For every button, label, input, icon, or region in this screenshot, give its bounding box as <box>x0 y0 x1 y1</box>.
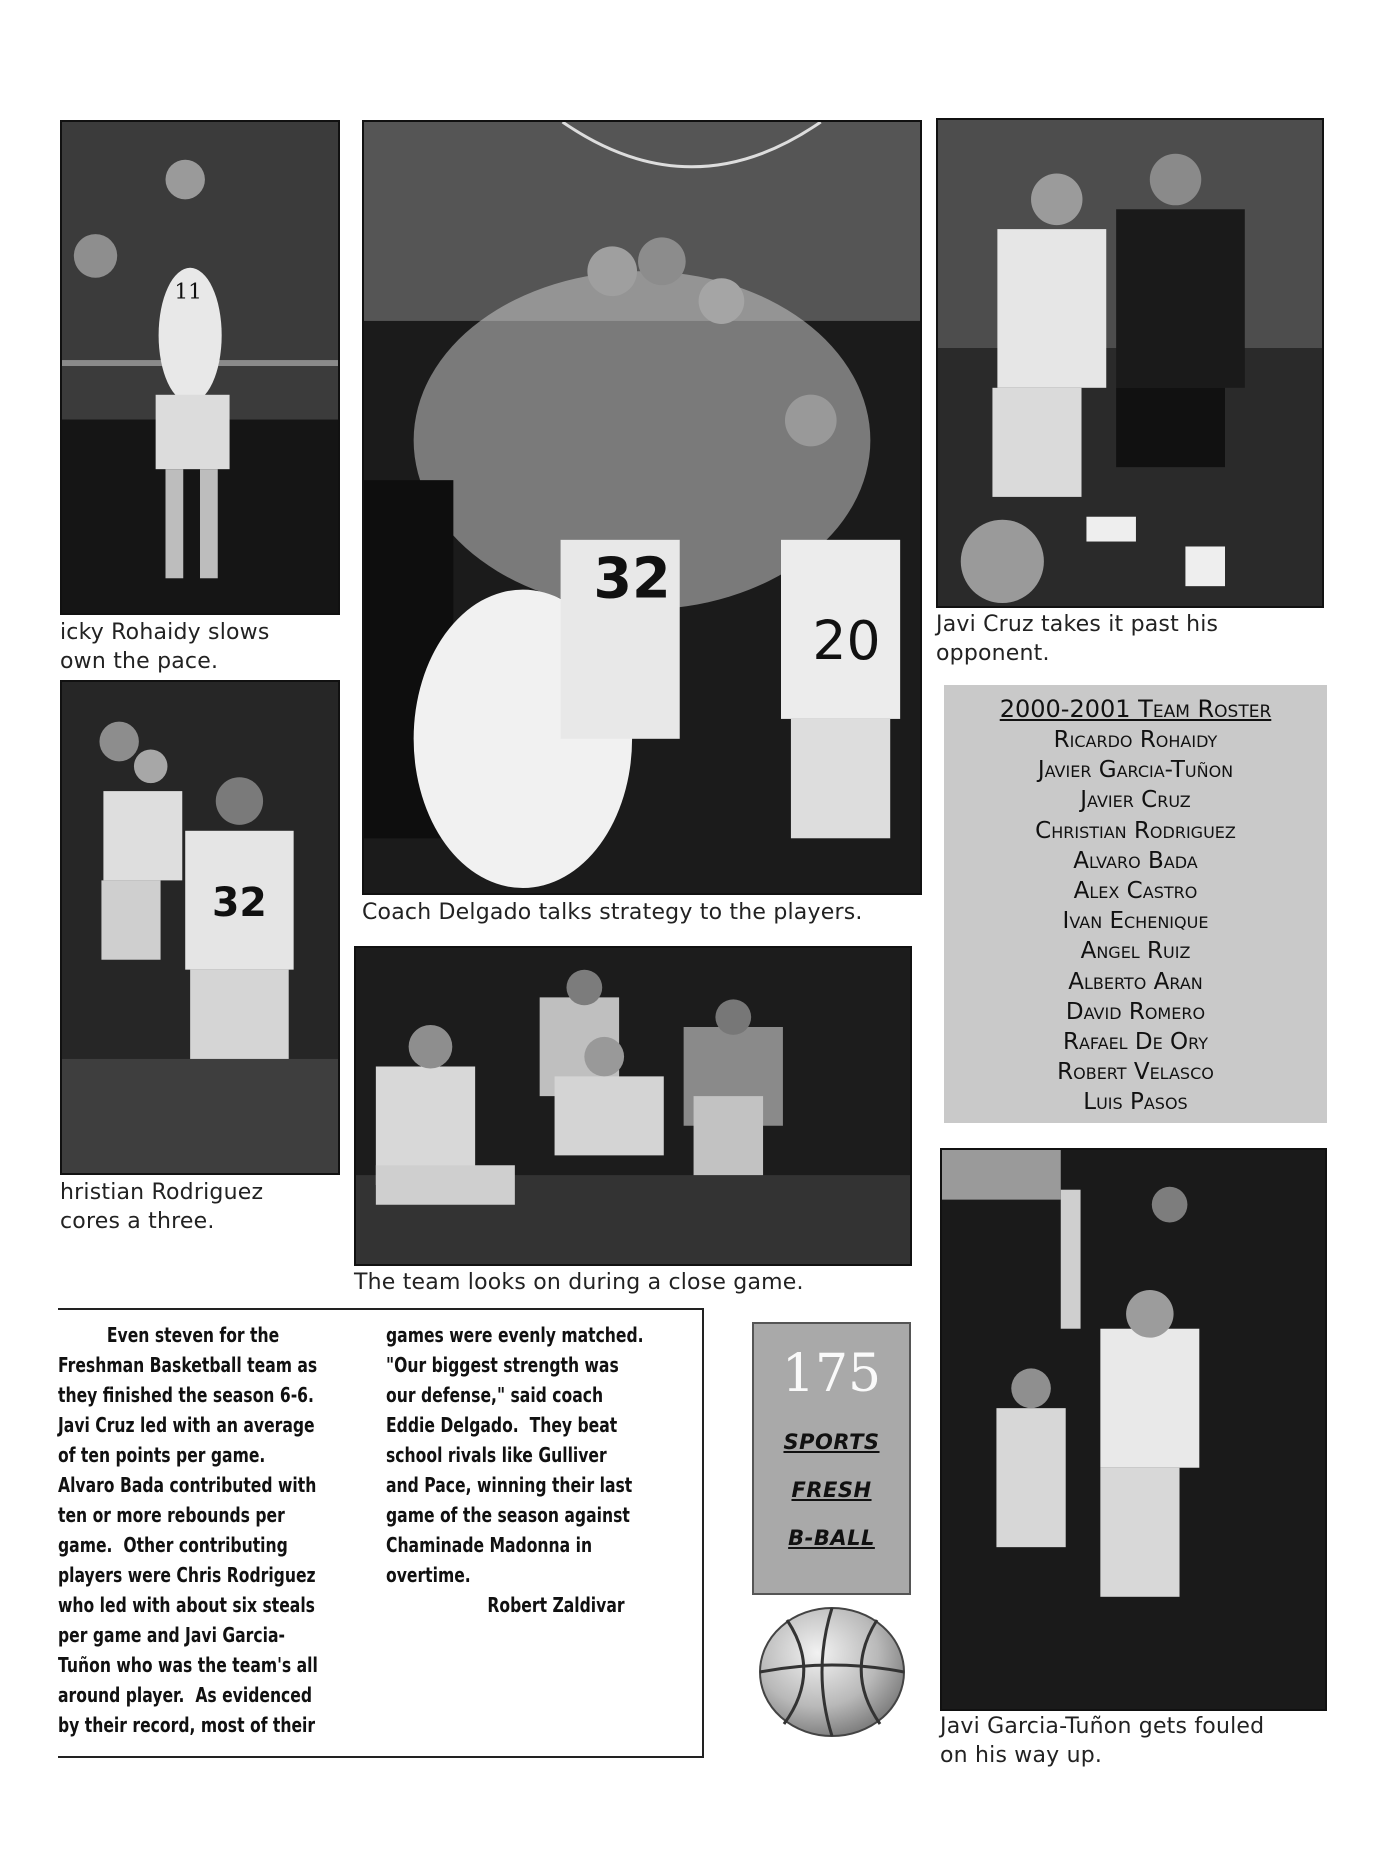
story-column-2 <box>386 1320 644 1620</box>
story-line: Chaminade Madonna in <box>386 1533 593 1557</box>
roster-list <box>944 725 1327 1118</box>
caption-rohaidy <box>60 618 270 676</box>
roster-player: Ivan Echenique <box>1062 908 1209 935</box>
story-line: and Pace, winning their last <box>386 1473 633 1497</box>
story-line: Tuñon who was the team's all <box>58 1653 318 1677</box>
story-line: game of the season against <box>386 1503 630 1527</box>
roster-player: Luis Pasos <box>1083 1089 1188 1116</box>
jersey-number: 20 <box>812 609 881 673</box>
story-line: Eddie Delgado. They beat <box>386 1413 618 1437</box>
section-label: FRESH <box>791 1478 872 1502</box>
story-line: Alvaro Bada contributed with <box>58 1473 317 1497</box>
roster-player: Rafael De Ory <box>1062 1029 1209 1056</box>
story-line: by their record, most of their <box>58 1713 316 1737</box>
caption-bench: The team looks on during a close game. <box>354 1270 804 1295</box>
caption-line: icky Rohaidy slows <box>60 620 270 645</box>
caption-line: opponent. <box>936 641 1050 666</box>
story-line: Freshman Basketball team as <box>58 1353 318 1377</box>
photo-bench <box>354 946 912 1266</box>
roster-player: Angel Ruiz <box>1080 938 1191 965</box>
story-line: they finished the season 6-6. <box>58 1383 314 1407</box>
caption-line: Javi Garcia-Tuñon gets fouled <box>940 1714 1265 1739</box>
photo-rohaidy <box>60 120 340 615</box>
caption-cruz <box>936 610 1218 668</box>
story-line: around player. As evidenced <box>58 1683 313 1707</box>
section-label: B-BALL <box>788 1526 875 1550</box>
story-line: ten or more rebounds per <box>58 1503 285 1527</box>
roster-player: Christian Rodriguez <box>1035 817 1236 844</box>
story-column-1 <box>58 1320 318 1740</box>
caption-line: hristian Rodriguez <box>60 1180 264 1205</box>
roster-player: Ricardo Rohaidy <box>1053 727 1218 753</box>
story-line: who led with about six steals <box>58 1593 315 1617</box>
page-number: 175 <box>781 1344 882 1404</box>
photo-rodriguez <box>60 680 340 1175</box>
basketball-icon <box>752 1598 911 1742</box>
caption-rodriguez <box>60 1178 263 1236</box>
roster-player: David Romero <box>1065 998 1206 1025</box>
story-line: players were Chris Rodriguez <box>58 1563 316 1587</box>
caption-garcia-tunon <box>940 1712 1264 1770</box>
photo-garcia-tunon <box>940 1148 1327 1711</box>
story-line: overtime. <box>386 1563 471 1587</box>
story-line: per game and Javi Garcia- <box>58 1623 285 1647</box>
jersey-number: 11 <box>174 279 202 305</box>
photo-cruz <box>936 118 1324 608</box>
caption-huddle: Coach Delgado talks strategy to the players. <box>362 900 863 925</box>
story-line: our defense," said coach <box>386 1383 604 1407</box>
story-line: of ten points per game. <box>58 1443 266 1467</box>
team-roster <box>944 685 1327 1123</box>
story-line: game. Other contributing <box>58 1533 288 1557</box>
caption-line: Javi Cruz takes it past his <box>936 612 1219 637</box>
story-line: Even steven for the <box>58 1323 280 1347</box>
story-line: Javi Cruz led with an average <box>58 1413 315 1437</box>
page-folio <box>752 1322 911 1595</box>
caption-line: cores a three. <box>60 1209 215 1234</box>
story-author: Robert Zaldivar <box>487 1593 625 1617</box>
roster-player: Alberto Aran <box>1068 968 1203 995</box>
roster-player: Javier Garcia-Tuñon <box>1037 757 1234 784</box>
roster-player: Alvaro Bada <box>1073 847 1198 874</box>
caption-line: own the pace. <box>60 649 219 674</box>
roster-player: Javier Cruz <box>1080 787 1191 814</box>
story-line: "Our biggest strength was <box>386 1353 619 1377</box>
roster-player: Alex Castro <box>1073 878 1198 905</box>
jersey-number: 32 <box>211 879 267 927</box>
roster-title: 2000-2001 Team Roster <box>999 695 1272 723</box>
story-box <box>58 1308 704 1758</box>
caption-line: on his way up. <box>940 1743 1103 1768</box>
roster-player: Robert Velasco <box>1057 1059 1214 1086</box>
story-line: games were evenly matched. <box>386 1323 644 1347</box>
photo-huddle <box>362 120 922 895</box>
section-label: SPORTS <box>783 1430 880 1454</box>
jersey-number: 32 <box>593 546 671 612</box>
story-line: school rivals like Gulliver <box>386 1443 607 1467</box>
